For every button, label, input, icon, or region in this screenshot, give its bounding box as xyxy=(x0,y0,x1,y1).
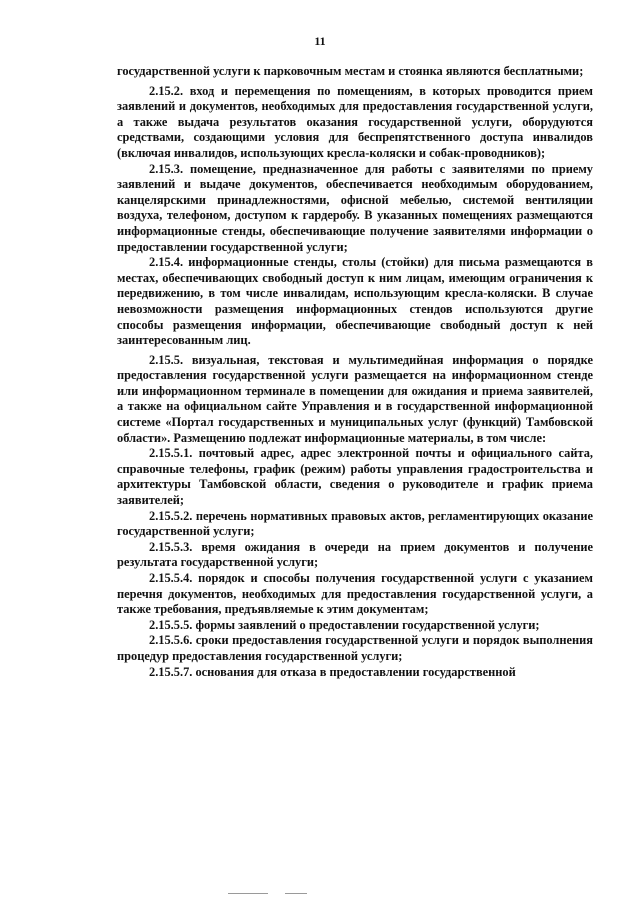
paragraph-2-15-5-3: 2.15.5.3. время ожидания в очереди на прием документов и получение результата государственной услуги; xyxy=(117,539,593,570)
page-number: 11 xyxy=(314,34,326,48)
paragraph-2-15-5-6: 2.15.5.6. сроки предоставления государственной услуги и порядок выполнения процедур предоставления государственной услуги; xyxy=(117,633,593,663)
paragraph-continuation: государственной услуги к парковочным местам и стоянка являются бесплатными; xyxy=(117,64,584,78)
paragraph-2-15-5: 2.15.5. визуальная, текстовая и мультимедийная информация о порядке предоставления государственной услуги размещается на информационном стенде или информационном терминале в помещении для ожидания и приема заявителей, а также на официальном сайте Управления и в государственной информационной системе «Портал государственных и муниципальных услуг (функций) Тамбовской области». Размещению подлежат информационные материалы, в том числе: xyxy=(117,352,593,445)
page-body xyxy=(117,64,593,680)
paragraph-2-15-2: 2.15.2. вход и перемещения по помещениям, в которых проводится прием заявлений и документов, необходимых для предоставления государственной услуги, а также выдача результатов оказания государственной услуги, оборудуются средствами, создающими условия для беспрепятственного доступа инвалидов (включая инвалидов, использующих кресла-коляски и собак-проводников); xyxy=(117,83,593,160)
paragraph-2-15-3: 2.15.3. помещение, предназначенное для работы с заявителями по приему заявлений и выдаче документов, обеспечивается необходимым оборудованием, канцелярскими принадлежностями, офисной мебелью, системой вентиляции воздуха, телефоном, доступом к гардеробу. В указанных помещениях размещаются информационные стенды, обеспечивающие получение заявителями информации о предоставлении государственной услуги; xyxy=(117,161,593,254)
scan-artifact-line xyxy=(285,893,307,894)
paragraph-2-15-5-5: 2.15.5.5. формы заявлений о предоставлении государственной услуги; xyxy=(149,617,540,632)
scan-artifact-line xyxy=(228,893,268,894)
paragraph-2-15-5-7: 2.15.5.7. основания для отказа в предоставлении государственной xyxy=(149,664,516,679)
paragraph-2-15-5-4: 2.15.5.4. порядок и способы получения государственной услуги с указанием перечня документов, необходимых для предоставления государственной услуги, а также требования, предъявляемые к этим документам; xyxy=(117,571,593,617)
paragraph-2-15-5-2: 2.15.5.2. перечень нормативных правовых актов, регламентирующих оказание государственной услуги; xyxy=(117,508,593,539)
paragraph-2-15-5-1: 2.15.5.1. почтовый адрес, адрес электронной почты и официального сайта, справочные телефоны, график (режим) работы управления градостроительства и архитектуры Тамбовской области, сведения о руководителе и график приема заявителей; xyxy=(117,446,593,508)
paragraph-2-15-4: 2.15.4. информационные стенды, столы (стойки) для письма размещаются в местах, обеспечивающих свободный доступ к ним лицам, имеющим ограничения к передвижению, в том числе инвалидам, использующим кресла-коляски. В случае невозможности размещения информационных стендов используются другие способы размещения информации, обеспечивающие свободный доступ к ней заинтересованным лиц. xyxy=(117,255,593,348)
